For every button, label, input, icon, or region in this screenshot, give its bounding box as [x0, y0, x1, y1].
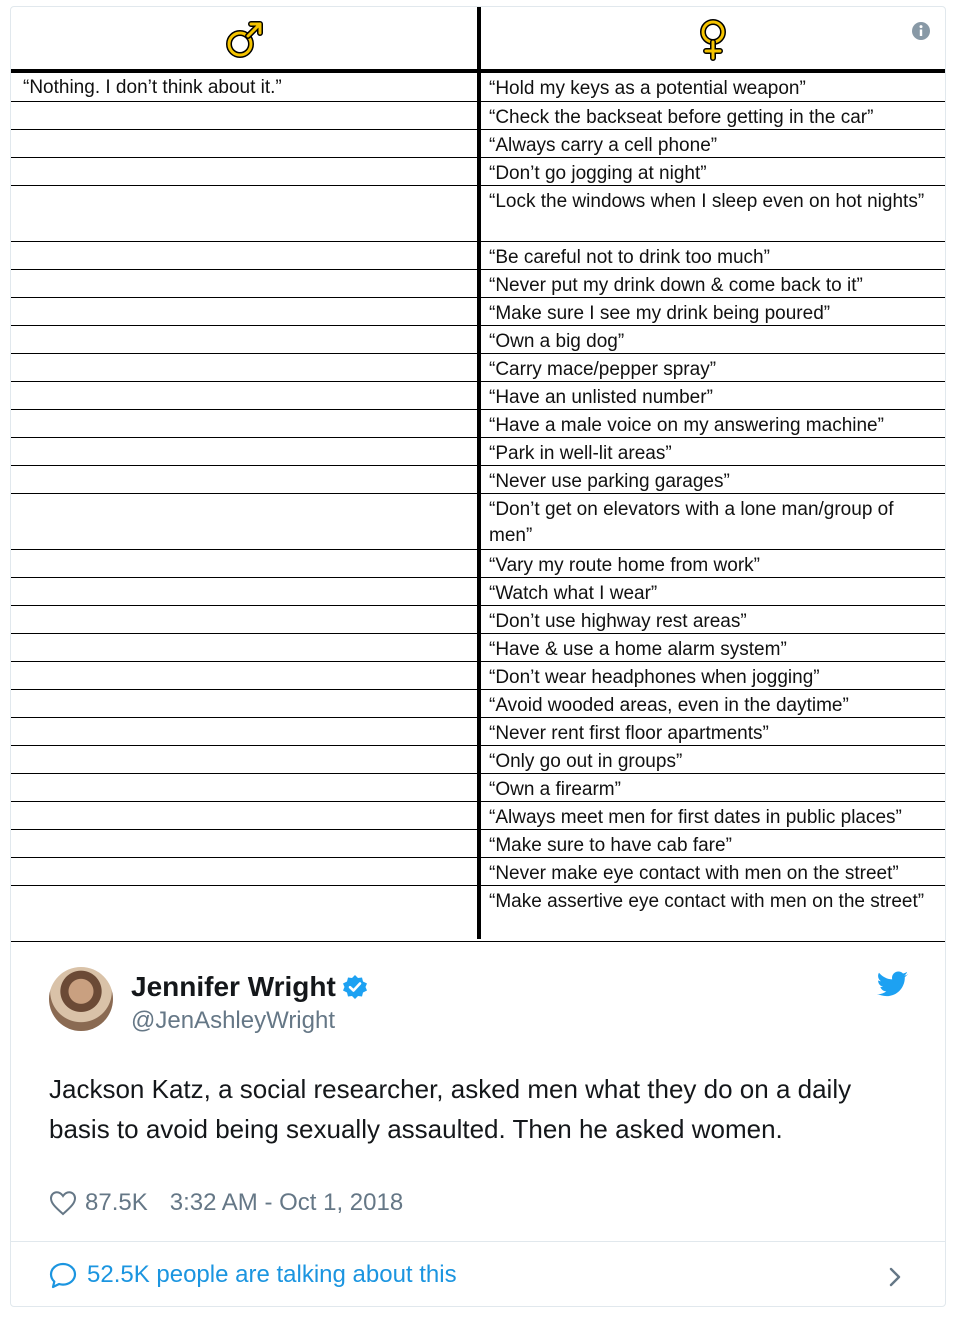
- women-answer: “Make sure I see my drink being poured”: [489, 303, 831, 324]
- twitter-bird-icon[interactable]: [877, 971, 909, 999]
- tweet-meta: [49, 1189, 403, 1217]
- conversation-link[interactable]: [49, 1261, 457, 1289]
- women-answer: “Vary my route home from work”: [489, 555, 760, 576]
- tweet-image[interactable]: [11, 7, 945, 939]
- women-answer: “Don’t go jogging at night”: [489, 163, 707, 184]
- speech-bubble-icon: [49, 1261, 77, 1289]
- women-answer: “Park in well-lit areas”: [489, 443, 672, 464]
- women-answer: “Avoid wooded areas, even in the daytime”: [489, 695, 849, 716]
- women-answer: “Only go out in groups”: [489, 751, 683, 772]
- women-answer: “Check the backseat before getting in the car”: [489, 107, 874, 128]
- men-answer: “Nothing. I don’t think about it.”: [23, 77, 282, 98]
- women-answer: “Make sure to have cab fare”: [489, 835, 732, 856]
- tweet-timestamp[interactable]: 3:32 AM - Oct 1, 2018: [169, 1189, 404, 1216]
- male-symbol-icon: [224, 17, 268, 61]
- women-answer: “Have an unlisted number”: [489, 387, 713, 408]
- women-answer: “Make assertive eye contact with men on the street”: [489, 891, 925, 912]
- women-answer: “Never make eye contact with men on the street”: [489, 863, 899, 884]
- heart-icon[interactable]: [49, 1190, 77, 1216]
- women-answer: “Always carry a cell phone”: [489, 135, 718, 156]
- women-answer: “Never rent first floor apartments”: [489, 723, 769, 744]
- women-answer: “Have a male voice on my answering machine”: [489, 415, 884, 436]
- women-answer: “Don’t wear headphones when jogging”: [489, 667, 820, 688]
- women-answer: “Hold my keys as a potential weapon”: [489, 78, 806, 99]
- women-answer: “Don’t get on elevators with a lone man/group of men”: [489, 499, 894, 546]
- user-handle[interactable]: @JenAshleyWright: [131, 1007, 335, 1034]
- women-answer: “Never put my drink down & come back to it”: [489, 275, 863, 296]
- women-answer: “Watch what I wear”: [489, 583, 658, 604]
- women-answer: “Own a big dog”: [489, 331, 625, 352]
- women-answer: “Have & use a home alarm system”: [489, 639, 787, 660]
- female-symbol-icon: [691, 17, 735, 61]
- women-answer: “Own a firearm”: [489, 779, 621, 800]
- conversation-count[interactable]: 52.5K people are talking about this: [87, 1261, 457, 1288]
- chevron-right-icon[interactable]: [885, 1263, 905, 1291]
- info-icon[interactable]: [911, 21, 931, 41]
- like-count[interactable]: 87.5K: [85, 1189, 148, 1216]
- tweet-text: Jackson Katz, a social researcher, asked men what they do on a daily basis to avoid being sexually assaulted. Then he asked women.: [49, 1074, 852, 1144]
- women-answer: “Don’t use highway rest areas”: [489, 611, 747, 632]
- women-answer: “Be careful not to drink too much”: [489, 247, 770, 268]
- women-answer: “Carry mace/pepper spray”: [489, 359, 717, 380]
- display-name[interactable]: Jennifer Wright: [131, 971, 336, 1002]
- column-divider: [477, 7, 481, 939]
- avatar[interactable]: [49, 967, 113, 1031]
- women-answer: “Always meet men for first dates in public places”: [489, 807, 902, 828]
- tweet-card: [10, 6, 946, 1307]
- women-answer: “Lock the windows when I sleep even on hot nights”: [489, 191, 925, 212]
- footer-divider: [11, 1241, 945, 1242]
- verified-badge-icon: [342, 974, 368, 1000]
- women-answer: “Never use parking garages”: [489, 471, 730, 492]
- tweet-author[interactable]: [49, 967, 899, 1037]
